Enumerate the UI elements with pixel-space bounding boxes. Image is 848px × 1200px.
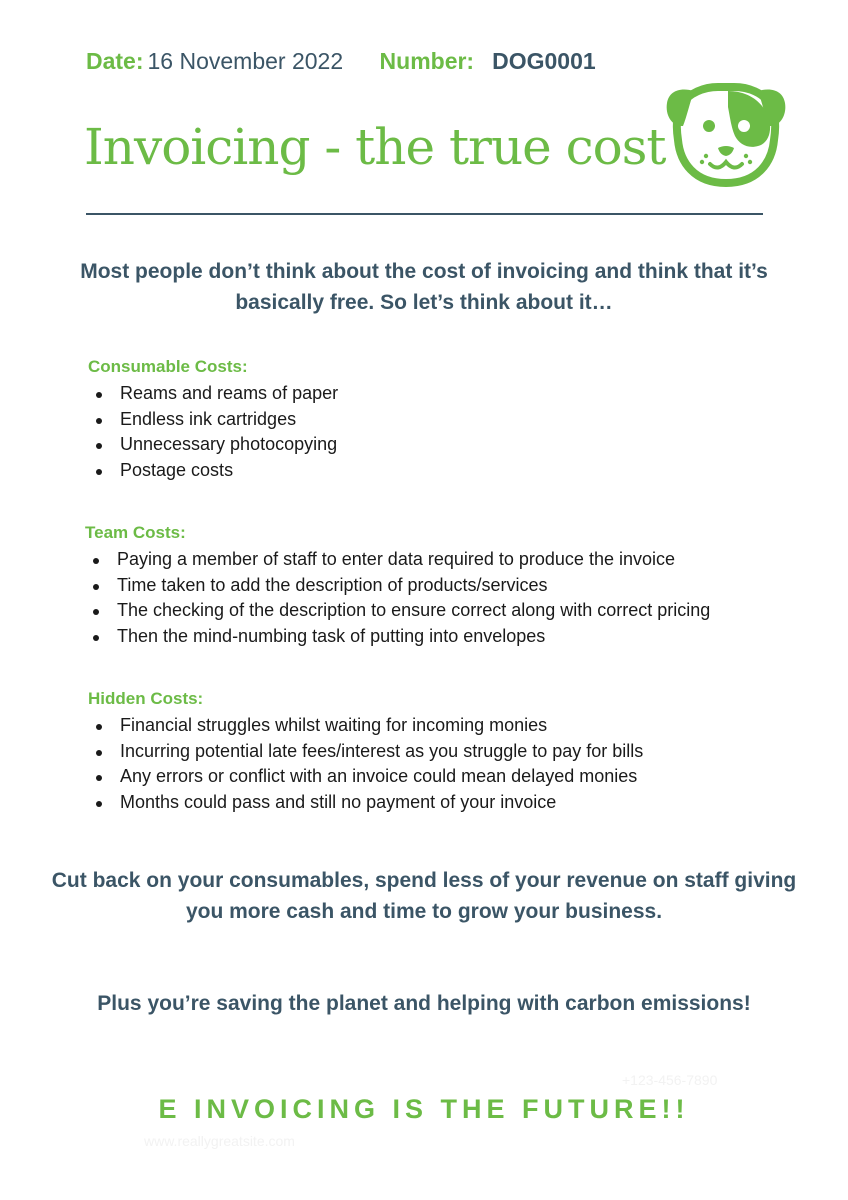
list-item: Reams and reams of paper	[88, 381, 338, 407]
closing-paragraph-1: Cut back on your consumables, spend less of your revenue on staff giving you more cash and time to grow your business.	[51, 869, 797, 923]
hidden-costs-section	[88, 687, 643, 815]
divider	[86, 213, 763, 215]
number-label: Number:	[379, 48, 475, 74]
list-item: The checking of the description to ensure correct along with correct pricing	[85, 598, 710, 624]
section-heading: Team Costs:	[85, 523, 186, 542]
intro-text: Most people don’t think about the cost of invoicing and think that it’s basically free. So let’s think about it…	[80, 260, 768, 314]
team-costs-section	[85, 521, 710, 649]
tagline: E INVOICING IS THE FUTURE!!	[158, 1094, 690, 1124]
phone-number: +123-456-7890	[622, 1072, 718, 1088]
date-label: Date:	[86, 48, 144, 74]
list-item: Then the mind-numbing task of putting into envelopes	[85, 624, 710, 650]
page-title: Invoicing - the true cost	[84, 118, 666, 176]
list-item: Endless ink cartridges	[88, 407, 338, 433]
date-value: 16 November 2022	[147, 48, 344, 74]
invoice-meta	[86, 48, 596, 75]
list-item: Time taken to add the description of products/services	[85, 573, 710, 599]
list-item: Paying a member of staff to enter data required to produce the invoice	[85, 547, 710, 573]
dog-face-icon	[664, 82, 788, 192]
list-item: Postage costs	[88, 458, 338, 484]
list-item: Financial struggles whilst waiting for incoming monies	[88, 713, 643, 739]
list-item: Any errors or conflict with an invoice could mean delayed monies	[88, 764, 643, 790]
list-item: Months could pass and still no payment of your invoice	[88, 790, 643, 816]
consumable-costs-section	[88, 355, 338, 483]
list-item: Incurring potential late fees/interest as you struggle to pay for bills	[88, 739, 643, 765]
section-heading: Hidden Costs:	[88, 689, 204, 708]
section-heading: Consumable Costs:	[88, 357, 248, 376]
closing-paragraph-2: Plus you’re saving the planet and helping with carbon emissions!	[97, 992, 751, 1015]
number-value: DOG0001	[492, 48, 596, 74]
list-item: Unnecessary photocopying	[88, 432, 338, 458]
website-url: www.reallygreatsite.com	[144, 1133, 295, 1149]
